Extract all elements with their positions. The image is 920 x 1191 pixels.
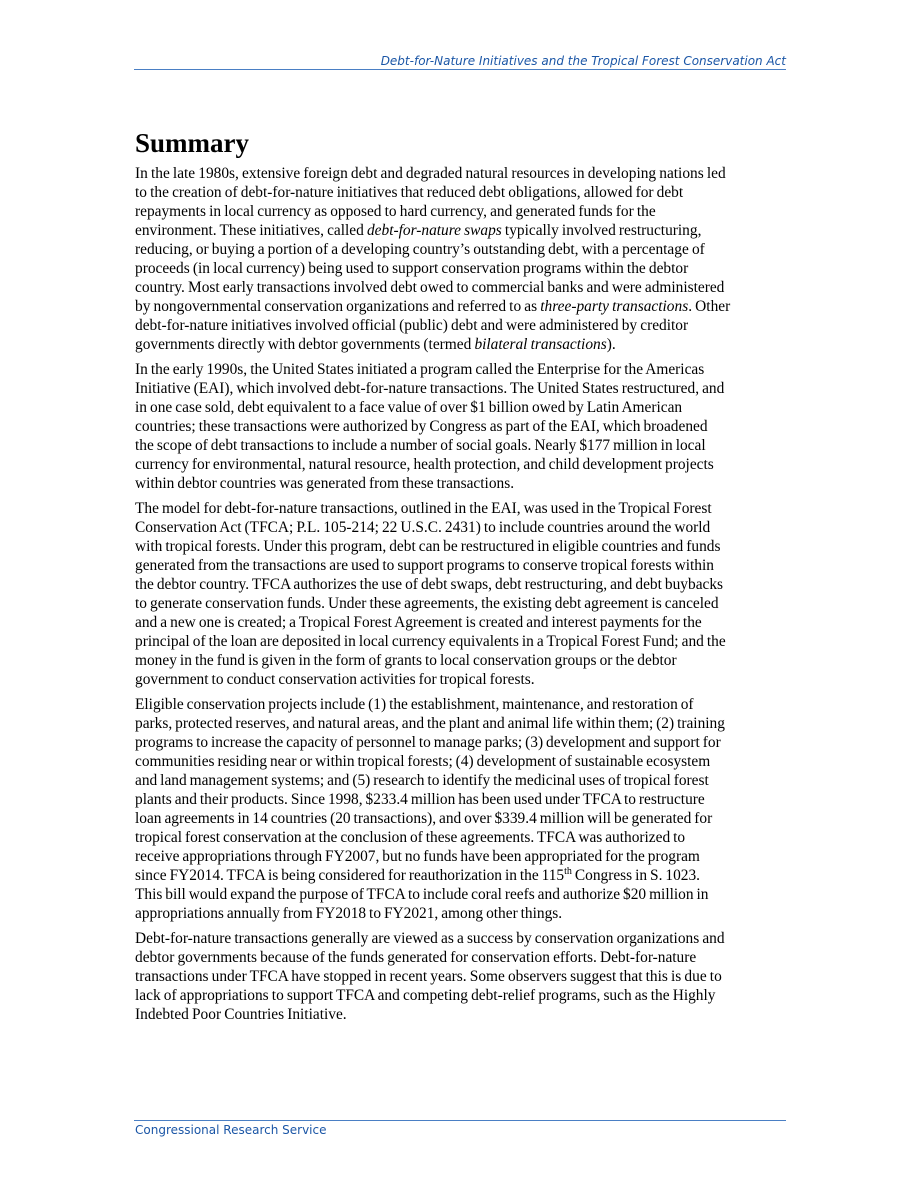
text-line: within debtor countries was generated from these transactions. [135,475,515,492]
text-line: transactions under TFCA have stopped in recent years. Some observers suggest that this is due to [135,968,722,985]
text-line: communities residing near or within tropical forests; (4) development of sustainable ecosystem [135,753,711,770]
text-line: currency for environmental, natural resource, health protection, and child development projects [135,456,714,473]
text-line: principal of the loan are deposited in local currency equivalents in a Tropical Forest Fund; and the [135,633,726,650]
text-line: Indebted Poor Countries Initiative. [135,1006,347,1023]
text-line: to the creation of debt-for-nature initiatives that reduced debt obligations, allowed for debt [135,184,684,201]
text-run: ). [606,336,616,353]
text-line: and a new one is created; a Tropical Forest Agreement is created and interest payments for the [135,614,702,631]
text-line: plants and their products. Since 1998, $233.4 million has been used under TFCA to restructure [135,791,705,808]
text-line: lack of appropriations to support TFCA and competing debt-relief programs, such as the Highly [135,987,716,1004]
text-line: parks, protected reserves, and natural areas, and the plant and animal life within them; (2) training [135,715,725,732]
section-heading: Summary [135,128,249,158]
text-line: country. Most early transactions involved debt owed to commercial banks and were administered [135,279,725,296]
text-run: typically involved restructuring, [501,222,702,239]
text-line: money in the fund is given in the form of grants to local conservation groups or the debtor [135,652,677,669]
text-run: governments directly with debtor governments (termed [135,336,475,353]
text-line: the scope of debt transactions to include a number of social goals. Nearly $177 million in local [135,437,706,454]
summary-section [135,128,795,1030]
text-line: Debt-for-nature transactions generally are viewed as a success by conservation organizations and [135,930,725,947]
paragraph-5 [135,929,795,1024]
italic-term: debt-for-nature swaps [366,222,502,239]
paragraph-4 [135,695,795,923]
text-line: the debtor country. TFCA authorizes the use of debt swaps, debt restructuring, and debt buybacks [135,576,724,593]
text-line: This bill would expand the purpose of TFCA to include coral reefs and authorize $20 million in [135,886,709,903]
text-line [135,297,795,316]
text-line [135,335,795,354]
ordinal-suffix: th [564,865,572,877]
text-line: repayments in local currency as opposed to hard currency, and generated funds for the [135,203,656,220]
text-line: Conservation Act (TFCA; P.L. 105-214; 22 U.S.C. 2431) to include countries around the world [135,519,711,536]
text-run: since FY2014. TFCA is being considered for reauthorization in the 115 [135,867,565,884]
paragraph-1 [135,164,795,354]
text-line: In the early 1990s, the United States initiated a program called the Enterprise for the Americas [135,361,705,378]
text-line: appropriations annually from FY2018 to FY2021, among other things. [135,905,563,922]
text-line: reducing, or buying a portion of a developing country’s outstanding debt, with a percentage of [135,241,705,258]
text-line [135,221,795,240]
text-line: in one case sold, debt equivalent to a face value of over $1 billion owed by Latin American [135,399,683,416]
paragraph-2 [135,360,795,493]
text-line: The model for debt-for-nature transactions, outlined in the EAI, was used in the Tropical Forest [135,500,712,517]
text-line: proceeds (in local currency) being used to support conservation programs within the debtor [135,260,689,277]
text-line: and land management systems; and (5) research to identify the medicinal uses of tropical forest [135,772,709,789]
italic-term: bilateral transactions [474,336,607,353]
text-line: In the late 1980s, extensive foreign debt and degraded natural resources in developing nations led [135,165,726,182]
text-line [135,866,795,885]
running-footer: Congressional Research Service [135,1123,327,1137]
paragraph-3 [135,499,795,689]
text-line: countries; these transactions were authorized by Congress as part of the EAI, which broadened [135,418,708,435]
text-line: debtor governments because of the funds generated for conservation efforts. Debt-for-nature [135,949,697,966]
italic-term: three-party transactions [540,298,689,315]
text-run: by nongovernmental conservation organizations and referred to as [135,298,541,315]
text-line: Eligible conservation projects include (1) the establishment, maintenance, and restoration of [135,696,694,713]
text-line: with tropical forests. Under this program, debt can be restructured in eligible countries and funds [135,538,721,555]
text-line: government to conduct conservation activities for tropical forests. [135,671,535,688]
text-line: receive appropriations through FY2007, but no funds have been appropriated for the program [135,848,700,865]
footer-rule [134,1120,786,1121]
text-line: loan agreements in 14 countries (20 transactions), and over $339.4 million will be generated for [135,810,713,827]
text-line: generated from the transactions are used to support programs to conserve tropical forests within [135,557,714,574]
text-run: . Other [688,298,731,315]
text-line: to generate conservation funds. Under these agreements, the existing debt agreement is canceled [135,595,719,612]
text-run: environment. These initiatives, called [135,222,367,239]
text-run: Congress in S. 1023. [571,867,701,884]
text-line: Initiative (EAI), which involved debt-for-nature transactions. The United States restructured, and [135,380,725,397]
text-line: tropical forest conservation at the conclusion of these agreements. TFCA was authorized to [135,829,686,846]
text-line: programs to increase the capacity of personnel to manage parks; (3) development and support for [135,734,721,751]
running-header: Debt-for-Nature Initiatives and the Tropical Forest Conservation Act [380,54,786,68]
text-line: debt-for-nature initiatives involved official (public) debt and were administered by creditor [135,317,689,334]
header-rule [134,69,786,70]
